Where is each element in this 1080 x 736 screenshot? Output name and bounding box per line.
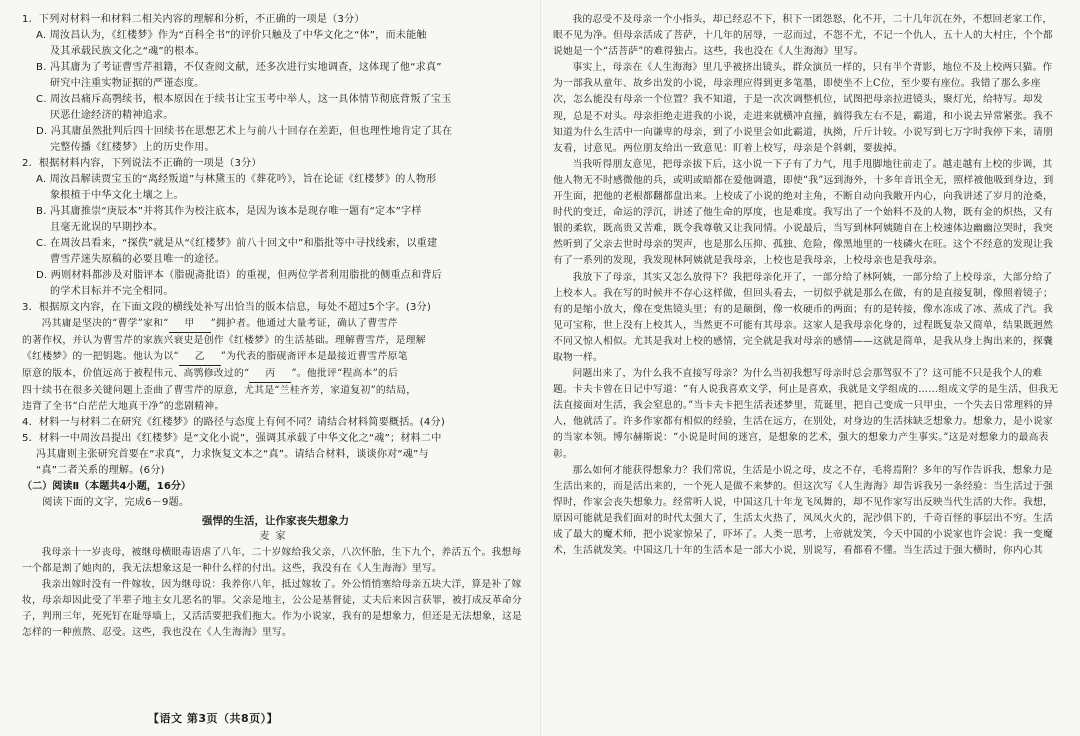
q1-option-c-cont: 厌恶仕途经济的精神追求。: [50, 110, 174, 121]
q3-passage: [22, 316, 529, 415]
question-1: [22, 12, 529, 156]
q1-stem: 1．下列对材料一和材料二相关内容的理解和分析，不正确的一项是（3分）: [22, 14, 365, 25]
q2-option-d: D. 两则材料都涉及对脂评本（脂砚斋批语）的重视，但两位学者利用脂批的侧重点和背后: [36, 270, 442, 281]
q5-stem: 5．材料一中周汝昌提出《红楼梦》是“文化小说”，强调其承载了中华文化之“魂”；材料二中: [22, 433, 442, 444]
q3-line: 的著作权，并认为曹雪芹的家族兴衰史是创作《红楼梦》的生活基础。理解曹雪芹，是理解: [22, 335, 426, 346]
question-2: [22, 156, 529, 300]
blank-a[interactable]: 甲: [169, 316, 211, 333]
q5-stem-cont: “真”二者关系的理解。(6分): [36, 465, 165, 476]
q2-option-d-cont: 的学术目标并不完全相同。: [50, 286, 174, 297]
question-4: [22, 415, 529, 431]
article-author: 麦家: [259, 531, 292, 542]
q3-text: 冯其庸是坚决的“曹学”家和“: [41, 318, 169, 329]
q2-option-c-cont: 曹雪芹迷失原稿的必要且唯一的途径。: [50, 254, 225, 265]
q1-option-b-cont: 研究中注重实物证据的严谨态度。: [50, 78, 205, 89]
article-body-left: [22, 545, 529, 642]
paragraph: 事实上，母亲在《人生海海》里几乎被挤出镜头，群众演员一样的，只有半个背影，地位不及上校两只猫。作为一部我从童年、故乡出发的小说，母亲理应得到更多笔墨，即使坐不上C位，至少要有座位。我错了那么多座次，怎么能没有母亲一个位置？我不知道，于是一次次调整机位，试图把母亲拉进镜头，聚灯光，给特写。却发现，总是不对头。母亲拒绝走进我的小说，走进来就横冲直撞，搞得我左右不是，霸道，和小说去异常紧张。我不知道为什么生活中一向谦卑的母亲，到了小说里会如此霸道，执拗，斤斤计较。小说写到七万字时我停下来，请朋友看，讨意见。两位朋友给出一致意见：盯着上校写，母亲是个斜刺，要拔掉。: [553, 62, 1053, 154]
left-column: [22, 12, 529, 642]
q3-text: 《红楼梦》的一把钥匙。他认为以“: [22, 351, 179, 362]
q2-stem: 2．根据材料内容，下列说法不正确的一项是（3分）: [22, 158, 262, 169]
q1-option-b: B. 冯其庸为了考证曹雪芹祖籍，不仅查阅文献，还多次进行实地调查，这体现了他“求真”: [36, 62, 442, 73]
q2-option-b-cont: 且毫无讹误的早期抄本。: [50, 222, 164, 233]
q2-option-c: C. 在周汝昌看来，“探佚”就是从“《红楼梦》前八十回文中”和脂批等中寻找线索，以重建: [36, 238, 438, 249]
q2-option-a-cont: 象根植于中华文化土壤之上。: [50, 190, 184, 201]
page-fold: [540, 0, 541, 736]
blank-c[interactable]: 丙: [249, 366, 291, 383]
q3-text: ”拥护者。他通过大量考证，确认了曹雪芹: [210, 318, 398, 329]
q1-option-a: A. 周汝昌认为，《红楼梦》作为“百科全书”的评价只触及了中华文化之“体”，而未能触: [36, 30, 427, 41]
q5-stem-cont: 冯其庸则主张研究首要在“求真”，力求恢复文本之“真”。请结合材料，谈谈你对“魂”与: [36, 449, 429, 460]
q1-option-d-cont: 完整传播《红楼梦》上的历史作用。: [50, 142, 215, 153]
paragraph: 当我听得朋友意见，把母亲拔下后，这小说一下子有了力气，甩手甩脚地往前走了。越走越有上校的步调，其他人物无不时感微他的兵，或明或暗都在爱他调遣，即使“我”远到海外，十多年音讯全无，照样被他吸到身边，到开生面，把他的老根都翻都盘出来。上校成了小说的绝对主角，不断自动向我敞开内心，向我讲述了岁月的沧桑，时代的变迁，命运的浮沉，讲述了他生命的厚度，也是难度。我写出了一个始料不及的人物，既有金的炽热，又有银的柔软，既高贵又苦难，既令我尊敬又让我同情。小说最后，当写到林阿姨随自在上校速体边幽幽泣哭时，我突然听到了父亲去世时母亲的哭声，也是那么压抑、孤独、危险，像黑地里的一枝磷火在旺。这个不经意的发现让我有了一系列的发现，我发现林阿姨就是我母亲，上校也是我母亲，上校母亲也是我母亲。: [553, 158, 1054, 267]
paragraph: 我母亲十一岁丧母，被继母横眼毒语虐了八年，二十岁嫁给我父亲，八次怀胎，生下九个，养活五个。我想每一个都是割了她肉的，我无法想象这是一种什么样的付出。这些，我没有在《人生海海》里写。: [22, 547, 522, 575]
article-title: 强悍的生活，让作家丧失想象力: [202, 515, 349, 527]
q1-option-c: C. 周汝昌痛斥高鹗续书，根本原因在于续书让宝玉考中举人，这一具体情节彻底背叛了宝玉: [36, 94, 452, 105]
q4-stem: 4．材料一与材料二在研究《红楼梦》的路径与态度上有何不同？请结合材料简要概括。(4分): [22, 417, 445, 428]
q3-stem: 3．根据原文内容，在下面文段的横线处补写出恰当的版本信息，每处不超过5个字。(3分): [22, 302, 432, 313]
q3-text: ”。他批评“程高本”的后: [291, 368, 399, 379]
q3-line: 四十续书在很多关键问题上歪曲了曹雪芹的原意，尤其是“兰桂齐芳，家道复初”的结局，: [22, 385, 417, 396]
page-footer: 【语文 第3页（共8页）】: [148, 712, 279, 725]
q3-line: 违背了全书“白茫茫大地真干净”的悲剧精神。: [22, 401, 225, 412]
question-3: [22, 300, 529, 316]
paragraph: 我的忍受不及母亲一个小指头，却已经忍不下，积下一团怨怒，化不开，二十几年沉在外，不想回老家工作，眼不见为净。但母亲活成了菩萨，十几年的居辱，一忍而过，不怨不尤，不记一个仇人，五十人的大村庄，个个都说她是一个“活菩萨”的难得独占。这些，我也没在《人生海海》里写。: [553, 14, 1053, 58]
blank-b[interactable]: 乙: [179, 349, 221, 366]
paragraph: 我亲出嫁时没有一件嫁妆，因为继母说：我养你八年，抵过嫁妆了。外公悄悄塞给母亲五块大洋，算是补了嫁妆，母亲却因此受了半辈子地主女儿恶名的罪。父亲是地主，公公是基督徒，丈夫后来因言获罪，被打成反革命分子，判刑三年，死死钉在耻辱墙上，又活活要把我们拖大。作为小说家，我有的是想象力，但还是无法想象，这是怎样的一种煎熬、忍受。这些，我也没在《人生海海》里写。: [22, 579, 522, 639]
q2-option-b: B. 冯其庸推崇“庚辰本”并将其作为校注底本，是因为该本是现存唯一题有“定本”字样: [36, 206, 422, 217]
question-5: [22, 431, 529, 479]
right-column: [553, 12, 1060, 559]
q1-option-d: D. 冯其庸虽然批判后四十回续书在思想艺术上与前八十回存在差距，但也理性地肯定了其在: [36, 126, 453, 137]
q3-text: ”为代表的脂砚斋评本是最接近曹雪芹原笔: [220, 351, 408, 362]
reading-instruction: 阅读下面的文字，完成6－9题。: [42, 497, 190, 508]
section-heading: （二）阅读Ⅱ（本题共4小题，16分）: [22, 481, 192, 492]
paragraph: 那么如何才能获得想象力？我们常说，生活是小说之母，皮之不存，毛将焉附？多年的写作告诉我，想象力是生活出来的，而是活出来的，一个死人是做不来梦的。但这次写《人生海海》却告诉我另一条经验：当生活过于强悍时，作家会丧失想象力。经常听人说，中国这几十年龙飞凤舞的，却不见作家写出反映当代生活的大作。我想，原因可能就是我们面对的时代太强大了，生活太火热了，凤凤火火的，泥沙俱下的，千奇百怪的事层出不穷。生活成了最大的魔术师，把小说家惊呆了，吓坏了。人类一思考，上帝就发笑，今天中国的小说家也许会说：我一变魔术，生活就发笑。中国这几十年的生活本是一部大小说，别说写，看都看不懂。当生活过于强大横时，你内心其: [553, 464, 1053, 557]
paragraph: 问题出来了，为什么我不直接写母亲？为什么当初我想写母亲时总会那驾驭不了？这可能不只是我个人的难题。卡夫卡曾在日记中写道：“有人说我喜欢文学，何止是喜欢，我就是文学组成的……组成文学的是生活，但我无法直接面对生活，我会窒息的。”当卡夫卡把生活表述梦里，荒诞里，把自己变成一只甲虫，一个失去日常理料的异人，他就活了。许多作家都有相似的经验，生活在远方，在别处，对身边的生活抹缺乏想象力。想象力，是小说家的当家本领。博尔赫斯说：“小说是时间的迷宫，是想象的艺术，强大的想象力产生事实。”这是对想象力的最高表彰。: [553, 368, 1059, 460]
q2-option-a: A. 周汝昌解读贾宝玉的“离经叛道”与林黛玉的《葬花吟》，旨在论证《红楼梦》的人物形: [36, 174, 437, 185]
q1-option-a-cont: 及其承载民族文化之“魂”的根本。: [50, 46, 205, 57]
paragraph: 我放下了母亲，其实又怎么放得下？我把母亲化开了，一部分给了林阿姨，一部分给了上校母亲，大部分给了上校本人。我在写的时候并不存心这样做，但回头看去，一切似乎就是那么在做，有的是直接复制，像照着镜子；有的是缩小放大，像在变焦镜头里；有的是颠倒，像一枚硬币的两面；有的是转接，像水冻成了冰、蒸成了汽。我见可宝称，世上没有上校其人，当然更不可能有其母亲。这家人是我母亲化身的，过程既复杂又简单，结果既迥然不同又惊人相似。尤其是我对上校的感情，完全就是我对母亲的感情——这就是简单，是我从身上掏出来的，探囊取物一样。: [553, 271, 1053, 363]
q3-text: 原意的版本，价值远高于被程伟元、高鹗修改过的“: [22, 368, 250, 379]
